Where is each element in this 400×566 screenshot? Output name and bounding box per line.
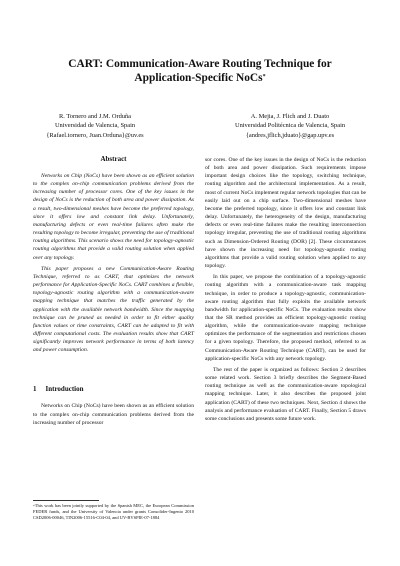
- footnote-mark: *: [33, 504, 35, 508]
- footnote: [33, 503, 194, 522]
- author-affiliation: Universidad de Valencia, Spain: [54, 122, 136, 130]
- intro-body: [33, 402, 194, 426]
- title-line-2-text: Application-Specific NoCs: [134, 72, 263, 84]
- abstract-paragraph: This paper proposes a new Communication-Aware Routing Technique, referred to as CART, that optimizes the network performance for Application-Specific NoCs. CART combines a flexible, topology-agnostic routing algorithm with a communication-aware mapping technique that matches the traffic generated by the application with the available network bandwidth. Since the mapping technique can be pruned as needed in order to fit either quality function values or time constraints, CART can be adapted to fit with different computational costs. The evaluation results show that CART significantly improves network performance in terms of both latency and power consumption.: [33, 265, 194, 354]
- paper-title: [40, 57, 360, 85]
- right-column: [205, 156, 366, 423]
- author-affiliation: Universidad Politécnica de Valencia, Spain: [234, 122, 346, 130]
- body-paragraph: In this paper, we propose the combination of a topology-agnostic routing algorithm with a communication-aware task mapping technique, in order to produce a topology-agnostic, communication-aware routing algorithm that fully exploits the available network bandwidth for application-specific NoCs. The evaluation results show that the SR method provides an efficient topology-agnostic routing algorithm, while the communication-aware mapping technique optimizes the performance of the segmentation and restrictions chosen for a given topology. Therefore, the proposed method, referred to as Communication-Aware Routing Technique (CART), can be used for application-specific NoCs with any network topology.: [205, 274, 366, 362]
- author-emails: {andres,jflich,jduato}@gap.upv.es: [245, 131, 335, 139]
- body-paragraph: The rest of the paper is organized as follows: Section 2 describes some related work. Section 3 briefly describes the Segment-Based routing technique as well as the communication-aware topological mapping technique. Later, it also describes the proposed joint application (CART) of these two techniques. Next, Section 4 shows the analysis and performance evaluation of CART. Finally, Section 5 draws some conclusions and presents some future work.: [205, 366, 366, 422]
- footnote-rule: [33, 500, 99, 501]
- section-heading: [33, 384, 194, 394]
- author-names: A. Mejia, J. Flich and J. Duato: [250, 113, 330, 120]
- section-title: Introduction: [45, 385, 84, 394]
- title-line-1: CART: Communication-Aware Routing Technique for: [68, 58, 332, 70]
- left-column: [33, 150, 194, 427]
- body-paragraph: sor cores. One of the key issues in the design of NoCs is the reduction of both area and power dissipation. Such requirements impose important design choices like the topology, switching technique, routing algorithm and the architectural implementation. As a result, most of current NoCs implement regular network topologies that can be easily laid out on a chip surface. Two-dimensional meshes have become the preferred topology, since it offers low and constant link delay. Unfortunately, the heterogeneity of the design, manufacturing defects or even real-time failures make the resulting interconnection topology irregular, preventing the use of traditional routing algorithms such as Dimension-Ordered Routing (DOR) [2]. These circumstances have shown the increasing need for topology-agnostic routing algorithms that provide a valid routing solution when applied to any topology.: [205, 157, 366, 270]
- abstract: [33, 172, 194, 354]
- abstract-paragraph: Networks on Chip (NoCs) have been shown as an efficient solution to the complex on-chip communication problems derived from the increasing number of processor cores. One of the key issues in the design of NoCs is the reduction of both area and power dissipation. As a result, two-dimensional meshes have become the preferred topology, since it offers low and constant link delay. Unfortunately, manufacturing defects or even real-time failures often make the resulting topology to become irregular, preventing the use of traditional routing algorithms. This scenario shows the need for topology-agnostic routing algorithms that provide a valid routing solution when applied over any topology.: [33, 173, 194, 261]
- abstract-heading: Abstract: [100, 155, 127, 163]
- footnote-text: This work has been jointly supported by the Spanish MEC, the European Commission FEDER funds, and the University of Valencia under grants Consolider-Ingenio 2010 CSD2006-00046, TIN2006-15516-C04-04, and UV-BVSPIE-07-1884: [33, 503, 194, 521]
- author-block-left: [15, 112, 175, 140]
- body-paragraph: Networks on Chip (NoCs) have been shown as an efficient solution to the complex on-chip communication problems derived from the increasing number of processor: [33, 403, 194, 426]
- section-number: 1: [33, 385, 37, 394]
- title-footnote-mark: *: [262, 74, 266, 80]
- title-line-2: [40, 71, 360, 85]
- author-emails: {Rafael.tornero, Juan.Orduna}@uv.es: [46, 131, 144, 139]
- author-names: R. Tornero and J.M. Orduña: [58, 113, 132, 120]
- author-block-right: [210, 112, 370, 140]
